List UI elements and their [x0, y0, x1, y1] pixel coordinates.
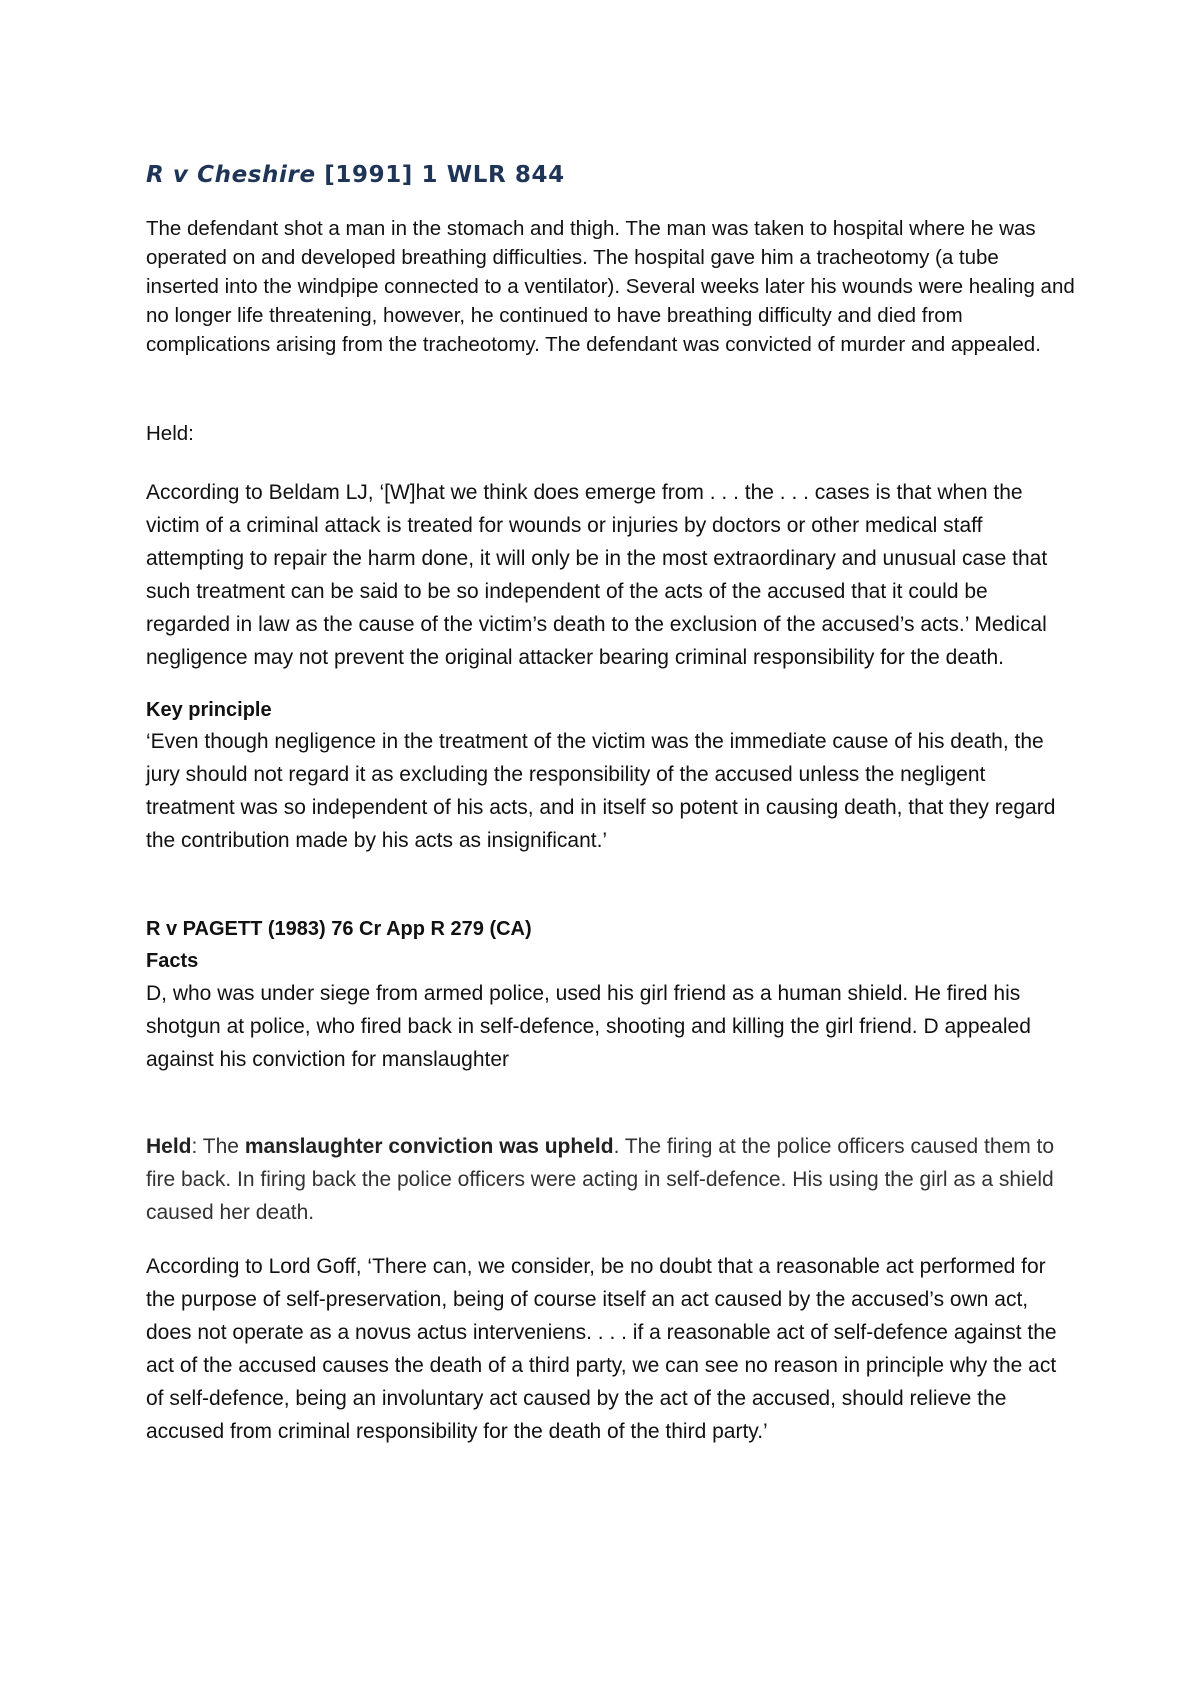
cheshire-held-text: According to Beldam LJ, ‘[W]hat we think does emerge from . . . the . . . cases is that when the victim of a criminal attack is treated for wounds or injuries by doctors or other medical staff attempting to repair the harm done, it will only be in the most extraordinary and unusual case that such treatment can be said to be so independent of the acts of the accused that it could be regarded in law as the cause of the victim’s death to the exclusion of the accused’s acts.’ Medical negligence may not prevent the original attacker bearing criminal responsibility for the death. [146, 481, 1048, 669]
pagett-held [146, 1130, 1076, 1229]
key-principle-section [146, 695, 1076, 857]
pagett-facts: D, who was under siege from armed police, used his girl friend as a human shield. He fired his shotgun at police, who fired back in self-defence, shooting and killing the girl friend. D appealed against his conviction for manslaughter [146, 982, 1031, 1071]
cheshire-facts: The defendant shot a man in the stomach and thigh. The man was taken to hospital where he was operated on and developed breathing difficulties. The hospital gave him a tracheotomy (a tube inserted into the windpipe connected to a ventilator). Several weeks later his wounds were healing and no longer life threatening, however, he continued to have breathing difficulty and died from complications arising from the tracheotomy. The defendant was convicted of murder and appealed. [146, 217, 1075, 356]
pagett-facts-label: Facts [146, 950, 199, 972]
pagett-held-bold: manslaughter conviction was upheld [244, 1135, 614, 1158]
pagett-held-text: . The firing at the police officers caused them to fire back. In firing back the police officers were acting in self-defence. His using the girl as a shield caused her death. [146, 1135, 1055, 1224]
pagett-held-label: Held [146, 1135, 192, 1158]
case-name: R v Cheshire [146, 162, 316, 188]
case-title-pagett: R v PAGETT (1983) 76 Cr App R 279 (CA) [146, 918, 532, 940]
case-title-cheshire [146, 160, 1076, 190]
key-principle-text: ‘Even though negligence in the treatment of the victim was the immediate cause of his death, the jury should not regard it as excluding the responsibility of the accused unless the negligent treatment was so independent of his acts, and in itself so potent in causing death, that they regard the contribution made by his acts as insignificant.’ [146, 730, 1056, 852]
key-principle-label: Key principle [146, 699, 272, 721]
document-page [146, 160, 1076, 1469]
pagett-section [146, 913, 1076, 1076]
lord-goff-quote: According to Lord Goff, ‘There can, we consider, be no doubt that a reasonable act performed for the purpose of self-preservation, being of course itself an act caused by the accused’s own act, does not operate as a novus actus interveniens. . . . if a reasonable act of self-defence against the act of the accused causes the death of a third party, we can see no reason in principle why the act of self-defence, being an involuntary act caused by the act of the accused, should relieve the accused from criminal responsibility for the death of the third party.’ [146, 1255, 1057, 1443]
cheshire-held-label: Held: [146, 422, 194, 445]
case-citation: [1991] 1 WLR 844 [315, 162, 565, 188]
pagett-held-colon: : The [191, 1135, 245, 1158]
